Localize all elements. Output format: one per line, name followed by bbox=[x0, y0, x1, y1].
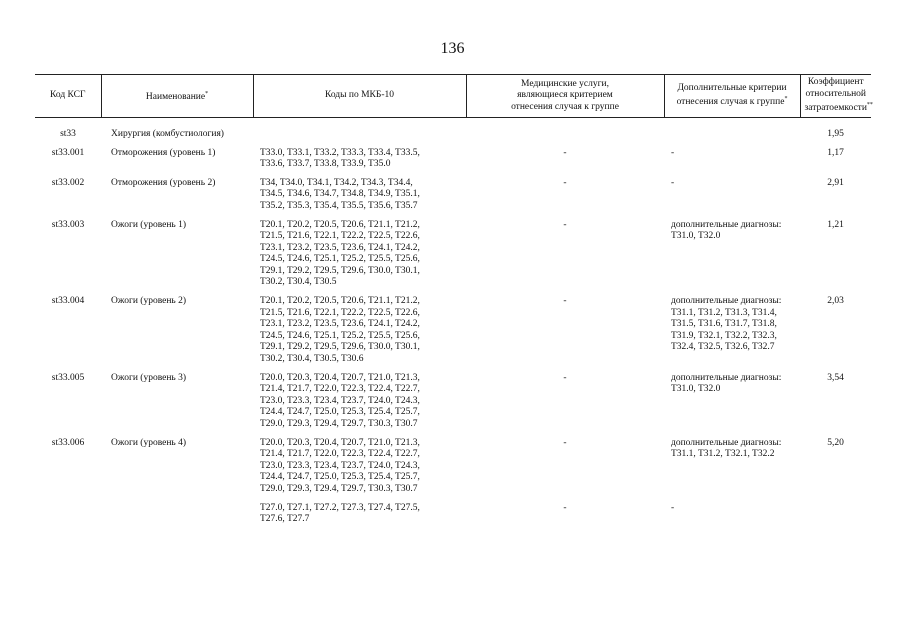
cell-additional-criteria bbox=[664, 289, 800, 366]
cell-mkb-codes bbox=[253, 289, 466, 366]
cell-name: Ожоги (уровень 2) bbox=[111, 296, 187, 307]
cell-mkb-codes-line: T21.4, T21.7, T22.0, T22.3, T22.4, T22.7, bbox=[260, 384, 420, 395]
cell-name: Отморожения (уровень 2) bbox=[111, 177, 216, 188]
cell-medical-services bbox=[466, 117, 664, 140]
cell-code: st33.002 bbox=[51, 177, 85, 188]
cell-mkb-codes-line: T23.0, T23.3, T23.4, T23.7, T24.0, T24.3, bbox=[260, 460, 420, 471]
cell-mkb-codes-line: T20.1, T20.2, T20.5, T20.6, T21.1, T21.2, bbox=[260, 296, 420, 307]
cell-coefficient: 2,03 bbox=[827, 296, 844, 307]
cell-mkb-codes bbox=[253, 171, 466, 213]
cell-mkb-codes-line: T34, T34.0, T34.1, T34.2, T34.3, T34.4, bbox=[260, 177, 413, 188]
cell-additional-criteria bbox=[664, 141, 800, 171]
cell-medical-services: - bbox=[563, 296, 567, 307]
cell-mkb-codes-line: T23.1, T23.2, T23.5, T23.6, T24.1, T24.2, bbox=[260, 319, 420, 330]
cell-mkb-codes-line: T34.5, T34.6, T34.7, T34.8, T34.9, T35.1, bbox=[260, 189, 420, 200]
cell-code bbox=[35, 496, 101, 526]
cell-additional-criteria bbox=[664, 171, 800, 213]
cell-additional-criteria-line: дополнительные диагнозы: bbox=[671, 219, 782, 230]
cell-coefficient: 3,54 bbox=[827, 372, 844, 383]
cell-medical-services: - bbox=[563, 147, 567, 158]
cell-mkb-codes-line: T30.2, T30.4, T30.5 bbox=[260, 277, 337, 288]
table-body bbox=[35, 117, 871, 525]
cell-mkb-codes-line: T21.5, T21.6, T22.1, T22.2, T22.5, T22.6, bbox=[260, 231, 420, 242]
cell-mkb-codes-line: T29.1, T29.2, T29.5, T29.6, T30.0, T30.1, bbox=[260, 342, 420, 353]
cell-mkb-codes-line: T27.0, T27.1, T27.2, T27.3, T27.4, T27.5, bbox=[260, 502, 420, 513]
table-row bbox=[35, 141, 871, 171]
cell-medical-services: - bbox=[563, 177, 567, 188]
cell-additional-criteria bbox=[664, 117, 800, 140]
ksg-table bbox=[35, 74, 871, 526]
cell-coefficient: 1,21 bbox=[827, 219, 844, 230]
table-row bbox=[35, 117, 871, 140]
cell-mkb-codes-line: T29.1, T29.2, T29.5, T29.6, T30.0, T30.1, bbox=[260, 265, 420, 276]
cell-mkb-codes bbox=[253, 117, 466, 140]
header-name: Наименование* bbox=[101, 75, 253, 118]
cell-additional-criteria-line: - bbox=[671, 147, 675, 158]
cell-code: st33.004 bbox=[51, 296, 85, 307]
cell-mkb-codes-line: T23.1, T23.2, T23.5, T23.6, T24.1, T24.2, bbox=[260, 242, 420, 253]
cell-coefficient: 1,95 bbox=[827, 128, 844, 139]
cell-name: Ожоги (уровень 1) bbox=[111, 219, 187, 230]
table-row bbox=[35, 496, 871, 526]
cell-mkb-codes-line: T24.5, T24.6, T25.1, T25.2, T25.5, T25.6, bbox=[260, 254, 420, 265]
cell-additional-criteria-line: дополнительные диагнозы: bbox=[671, 437, 782, 448]
cell-name bbox=[101, 496, 253, 526]
cell-mkb-codes-line: T33.6, T33.7, T33.8, T33.9, T35.0 bbox=[260, 159, 391, 170]
cell-coefficient: 5,20 bbox=[827, 437, 844, 448]
cell-additional-criteria-line: - bbox=[671, 177, 675, 188]
cell-mkb-codes-line: T23.0, T23.3, T23.4, T23.7, T24.0, T24.3, bbox=[260, 395, 420, 406]
cell-mkb-codes bbox=[253, 213, 466, 290]
cell-code: st33.001 bbox=[51, 147, 85, 158]
table-row bbox=[35, 171, 871, 213]
cell-mkb-codes-line: T30.2, T30.4, T30.5, T30.6 bbox=[260, 354, 364, 365]
cell-additional-criteria-line: T31.9, T32.1, T32.2, T32.3, bbox=[671, 330, 777, 341]
header-code: Код КСГ bbox=[35, 75, 101, 118]
cell-coefficient bbox=[800, 496, 871, 526]
cell-additional-criteria-line: T31.1, T31.2, T31.3, T31.4, bbox=[671, 307, 777, 318]
cell-mkb-codes-line: T24.4, T24.7, T25.0, T25.3, T25.4, T25.7, bbox=[260, 472, 420, 483]
table-header-row bbox=[35, 75, 871, 118]
cell-mkb-codes-line: T35.2, T35.3, T35.4, T35.5, T35.6, T35.7 bbox=[260, 200, 418, 211]
cell-additional-criteria-line: T31.1, T31.2, T32.1, T32.2 bbox=[671, 449, 775, 460]
table-row bbox=[35, 289, 871, 366]
cell-mkb-codes bbox=[253, 496, 466, 526]
header-additional-criteria: Дополнительные критерии отнесения случая к группе* bbox=[664, 75, 800, 118]
cell-additional-criteria-line: T31.5, T31.6, T31.7, T31.8, bbox=[671, 319, 777, 330]
cell-medical-services: - bbox=[563, 372, 567, 383]
cell-additional-criteria-line: - bbox=[671, 502, 675, 513]
table-row bbox=[35, 366, 871, 431]
cell-additional-criteria-line: T32.4, T32.5, T32.6, T32.7 bbox=[671, 342, 775, 353]
table-row bbox=[35, 213, 871, 290]
cell-mkb-codes-line: T20.1, T20.2, T20.5, T20.6, T21.1, T21.2, bbox=[260, 219, 420, 230]
cell-mkb-codes-line: T29.0, T29.3, T29.4, T29.7, T30.3, T30.7 bbox=[260, 483, 418, 494]
cell-name: Ожоги (уровень 3) bbox=[111, 372, 187, 383]
cell-mkb-codes-line: T21.4, T21.7, T22.0, T22.3, T22.4, T22.7, bbox=[260, 449, 420, 460]
table-row bbox=[35, 431, 871, 496]
cell-mkb-codes-line: T21.5, T21.6, T22.1, T22.2, T22.5, T22.6, bbox=[260, 307, 420, 318]
cell-code: st33.005 bbox=[51, 372, 85, 383]
cell-mkb-codes bbox=[253, 141, 466, 171]
cell-name: Ожоги (уровень 4) bbox=[111, 437, 187, 448]
cell-mkb-codes-line: T27.6, T27.7 bbox=[260, 514, 310, 525]
header-coefficient: Коэффициент относительной затратоемкости** bbox=[800, 75, 871, 118]
cell-additional-criteria-line: T31.0, T32.0 bbox=[671, 384, 721, 395]
cell-code: st33.003 bbox=[51, 219, 85, 230]
header-mkb: Коды по МКБ-10 bbox=[253, 75, 466, 118]
cell-additional-criteria bbox=[664, 496, 800, 526]
cell-additional-criteria-line: T31.0, T32.0 bbox=[671, 231, 721, 242]
cell-coefficient: 2,91 bbox=[827, 177, 844, 188]
cell-additional-criteria bbox=[664, 213, 800, 290]
cell-code: st33 bbox=[60, 128, 76, 139]
cell-medical-services: - bbox=[563, 437, 567, 448]
cell-mkb-codes bbox=[253, 431, 466, 496]
cell-additional-criteria bbox=[664, 366, 800, 431]
cell-mkb-codes-line: T24.4, T24.7, T25.0, T25.3, T25.4, T25.7, bbox=[260, 407, 420, 418]
cell-name: Хирургия (комбустиология) bbox=[111, 128, 224, 139]
cell-medical-services: - bbox=[563, 502, 567, 513]
cell-mkb-codes-line: T33.0, T33.1, T33.2, T33.3, T33.4, T33.5, bbox=[260, 147, 420, 158]
cell-coefficient: 1,17 bbox=[827, 147, 844, 158]
cell-name: Отморожения (уровень 1) bbox=[111, 147, 216, 158]
cell-additional-criteria-line: дополнительные диагнозы: bbox=[671, 296, 782, 307]
cell-mkb-codes-line: T24.5, T24.6, T25.1, T25.2, T25.5, T25.6, bbox=[260, 330, 420, 341]
cell-additional-criteria-line: дополнительные диагнозы: bbox=[671, 372, 782, 383]
cell-medical-services: - bbox=[563, 219, 567, 230]
page-number: 136 bbox=[440, 40, 465, 57]
cell-mkb-codes-line: T20.0, T20.3, T20.4, T20.7, T21.0, T21.3, bbox=[260, 437, 420, 448]
cell-code: st33.006 bbox=[51, 437, 85, 448]
header-medical-services: Медицинские услуги, являющиеся критерием отнесения случая к группе bbox=[466, 75, 664, 118]
cell-mkb-codes bbox=[253, 366, 466, 431]
cell-mkb-codes-line: T29.0, T29.3, T29.4, T29.7, T30.3, T30.7 bbox=[260, 419, 418, 429]
cell-additional-criteria bbox=[664, 431, 800, 496]
cell-mkb-codes-line: T20.0, T20.3, T20.4, T20.7, T21.0, T21.3, bbox=[260, 372, 420, 383]
